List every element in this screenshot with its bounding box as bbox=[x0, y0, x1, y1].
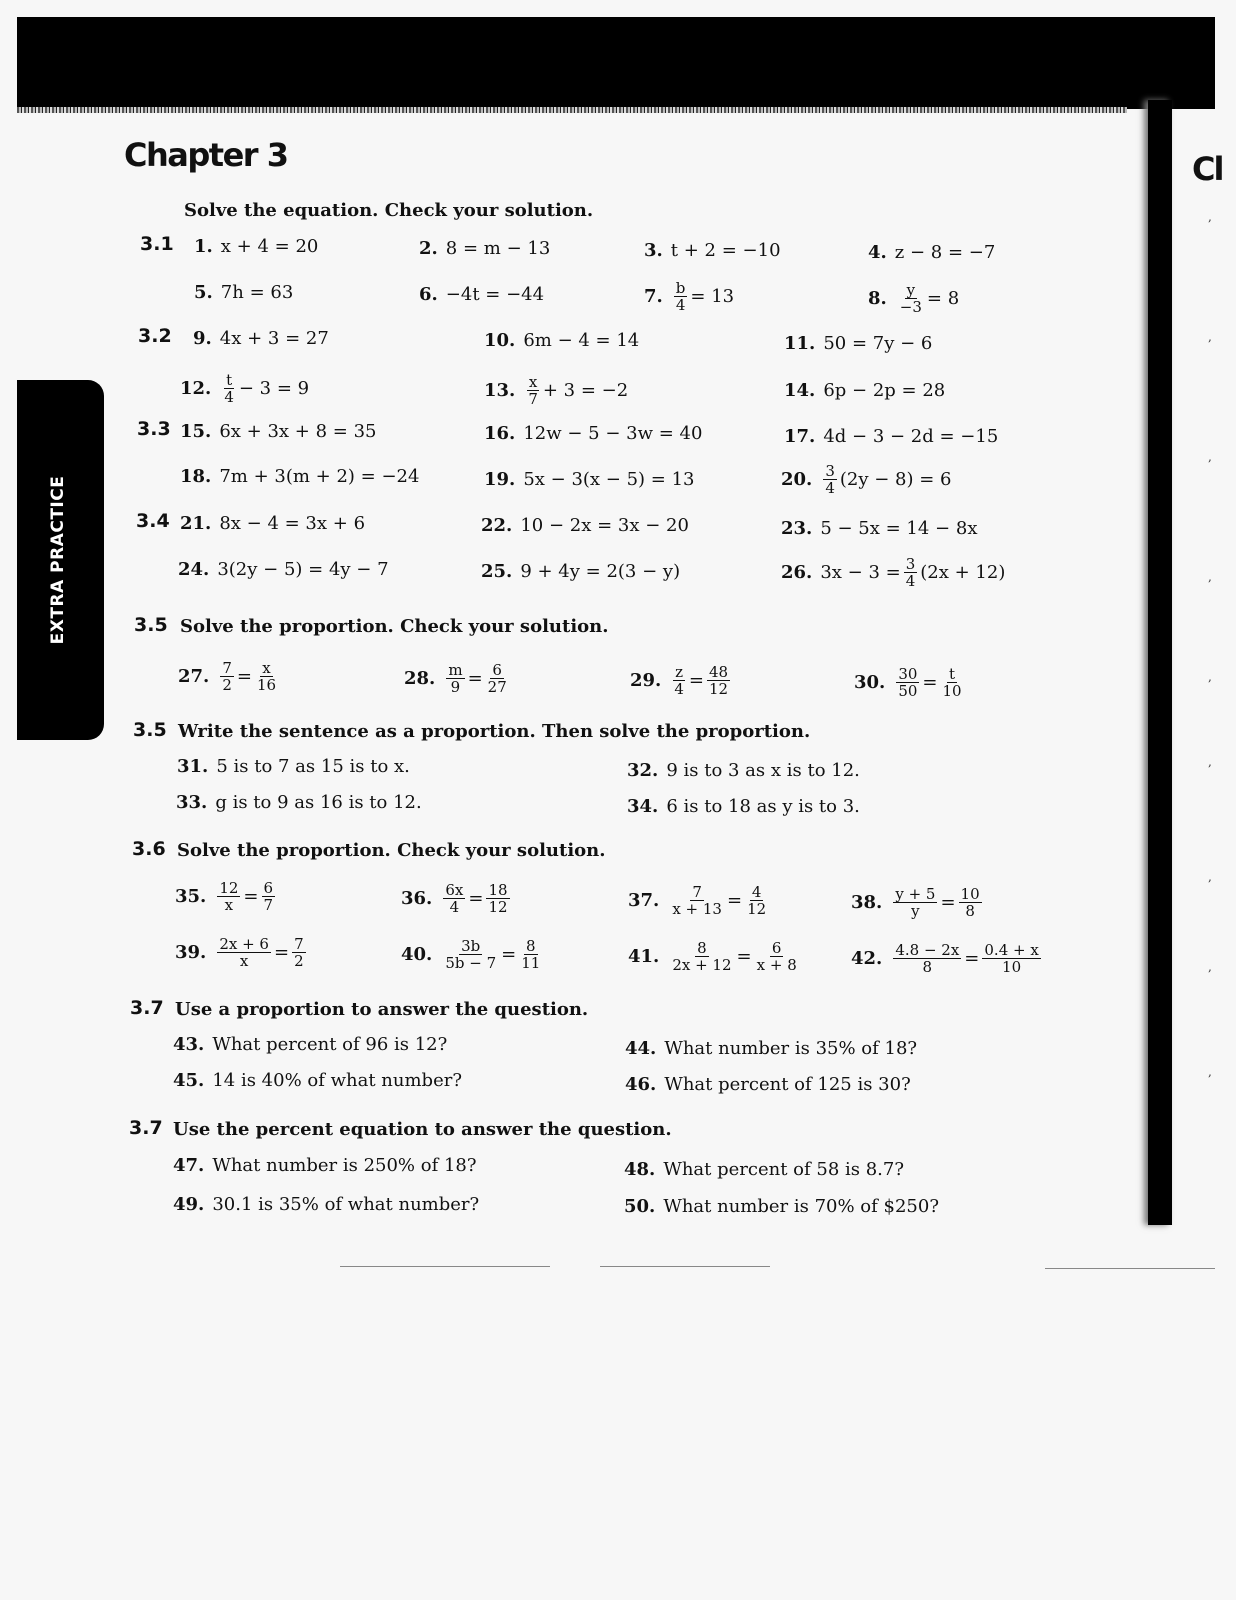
problem-37: 37. $\frac{7}{x + 13}$ = $\frac{4}{12}$ bbox=[628, 883, 767, 918]
chapter-title: Chapter 3 bbox=[124, 136, 288, 174]
problem-31: 31. 5 is to 7 as 15 is to x. bbox=[177, 756, 410, 777]
problem-21: 21. 8x − 4 = 3x + 6 bbox=[180, 513, 366, 534]
problem-26: 26. 3x − 3 = $\frac{3}{4}$ (2x + 12) bbox=[781, 555, 1006, 590]
problem-15: 15. 6x + 3x + 8 = 35 bbox=[180, 421, 377, 442]
problem-3: 3. t + 2 = −10 bbox=[644, 240, 781, 261]
problem-29: 29. $\frac{z}{4}$ = $\frac{48}{12}$ bbox=[630, 663, 729, 698]
section-label-3-6: 3.6 bbox=[132, 838, 166, 860]
problem-28: 28. $\frac{m}{9}$ = $\frac{6}{27}$ bbox=[404, 661, 507, 696]
instruction-solve-proportion-3-6: Solve the proportion. Check your solution. bbox=[177, 840, 606, 861]
problem-46: 46. What percent of 125 is 30? bbox=[625, 1074, 911, 1095]
section-label-3-2: 3.2 bbox=[138, 325, 172, 347]
problem-16: 16. 12w − 5 − 3w = 40 bbox=[484, 423, 703, 444]
problem-48: 48. What percent of 58 is 8.7? bbox=[624, 1159, 905, 1180]
problem-19: 19. 5x − 3(x − 5) = 13 bbox=[484, 469, 695, 490]
scan-artifact bbox=[600, 1266, 770, 1267]
section-label-3-7-proportion: 3.7 bbox=[130, 997, 164, 1019]
problem-20: 20. $\frac{3}{4}$ (2y − 8) = 6 bbox=[781, 462, 952, 497]
side-tab-label: EXTRA PRACTICE bbox=[48, 475, 68, 645]
problem-17: 17. 4d − 3 − 2d = −15 bbox=[784, 426, 999, 447]
scan-artifact bbox=[1045, 1268, 1215, 1269]
problem-40: 40. $\frac{3b}{5b - 7}$ = $\frac{8}{11}$ bbox=[401, 937, 541, 972]
instruction-solve-equation: Solve the equation. Check your solution. bbox=[184, 200, 594, 221]
scan-artifact bbox=[340, 1266, 550, 1267]
problem-25: 25. 9 + 4y = 2(3 − y) bbox=[481, 561, 681, 582]
problem-41: 41. $\frac{8}{2x + 12}$ = $\frac{6}{x + 8}$ bbox=[628, 939, 797, 974]
next-page-heading-fragment: Cl bbox=[1192, 150, 1223, 188]
problem-22: 22. 10 − 2x = 3x − 20 bbox=[481, 515, 689, 536]
section-label-3-3: 3.3 bbox=[137, 418, 171, 440]
problem-34: 34. 6 is to 18 as y is to 3. bbox=[627, 796, 860, 817]
problem-47: 47. What number is 250% of 18? bbox=[173, 1155, 477, 1176]
problem-7: 7. $\frac{b}{4}$ = 13 bbox=[644, 279, 735, 314]
book-spine bbox=[1148, 100, 1172, 1225]
problem-33: 33. g is to 9 as 16 is to 12. bbox=[176, 792, 422, 813]
problem-24: 24. 3(2y − 5) = 4y − 7 bbox=[178, 559, 389, 580]
problem-9: 9. 4x + 3 = 27 bbox=[193, 328, 329, 349]
problem-43: 43. What percent of 96 is 12? bbox=[173, 1034, 448, 1055]
section-label-3-1: 3.1 bbox=[140, 233, 174, 255]
problem-30: 30. $\frac{30}{50}$ = $\frac{t}{10}$ bbox=[854, 665, 962, 700]
problem-14: 14. 6p − 2p = 28 bbox=[784, 380, 946, 401]
problem-36: 36. $\frac{6x}{4}$ = $\frac{18}{12}$ bbox=[401, 881, 508, 916]
section-label-3-4: 3.4 bbox=[136, 510, 170, 532]
problem-49-clipped: 49. 30.1 is 35% of what number? bbox=[173, 1194, 480, 1215]
instruction-use-proportion: Use a proportion to answer the question. bbox=[175, 999, 589, 1020]
section-label-3-5-sentence: 3.5 bbox=[133, 719, 167, 741]
problem-39: 39. $\frac{2x + 6}{x}$ = $\frac{7}{2}$ bbox=[175, 935, 304, 970]
problem-44: 44. What number is 35% of 18? bbox=[625, 1038, 918, 1059]
problem-10: 10. 6m − 4 = 14 bbox=[484, 330, 640, 351]
problem-45: 45. 14 is 40% of what number? bbox=[173, 1070, 462, 1091]
header-bar-edge bbox=[17, 107, 1127, 113]
problem-18: 18. 7m + 3(m + 2) = −24 bbox=[180, 466, 420, 487]
problem-13: 13. $\frac{x}{7}$ + 3 = −2 bbox=[484, 373, 629, 408]
problem-35: 35. $\frac{12}{x}$ = $\frac{6}{7}$ bbox=[175, 879, 274, 914]
problem-23: 23. 5 − 5x = 14 − 8x bbox=[781, 518, 978, 539]
problem-11: 11. 50 = 7y − 6 bbox=[784, 333, 933, 354]
instruction-write-proportion: Write the sentence as a proportion. Then solve the proportion. bbox=[178, 721, 811, 742]
problem-42: 42. $\frac{4.8 - 2x}{8}$ = $\frac{0.4 + x}{10}$ bbox=[851, 941, 1039, 976]
problem-12: 12. $\frac{t}{4}$ − 3 = 9 bbox=[180, 371, 310, 406]
section-label-3-7-percent: 3.7 bbox=[129, 1117, 163, 1139]
instruction-solve-proportion: Solve the proportion. Check your solution. bbox=[180, 616, 609, 637]
problem-2: 2. 8 = m − 13 bbox=[419, 238, 551, 259]
problem-1: 1. x + 4 = 20 bbox=[194, 236, 319, 257]
problem-38: 38. $\frac{y + 5}{y}$ = $\frac{10}{8}$ bbox=[851, 885, 980, 920]
header-black-bar bbox=[17, 17, 1215, 109]
section-label-3-5-proportion: 3.5 bbox=[134, 614, 168, 636]
problem-50-clipped: 50. What number is 70% of $250? bbox=[624, 1196, 939, 1217]
problem-6: 6. −4t = −44 bbox=[419, 284, 545, 305]
problem-27: 27. $\frac{7}{2}$ = $\frac{x}{16}$ bbox=[178, 659, 277, 694]
problem-5: 5. 7h = 63 bbox=[194, 282, 294, 303]
problem-4: 4. z − 8 = −7 bbox=[868, 242, 996, 263]
instruction-use-percent-equation: Use the percent equation to answer the question. bbox=[173, 1119, 672, 1140]
problem-8: 8. $\frac{y}{-3}$ = 8 bbox=[868, 281, 960, 316]
problem-32: 32. 9 is to 3 as x is to 12. bbox=[627, 760, 860, 781]
